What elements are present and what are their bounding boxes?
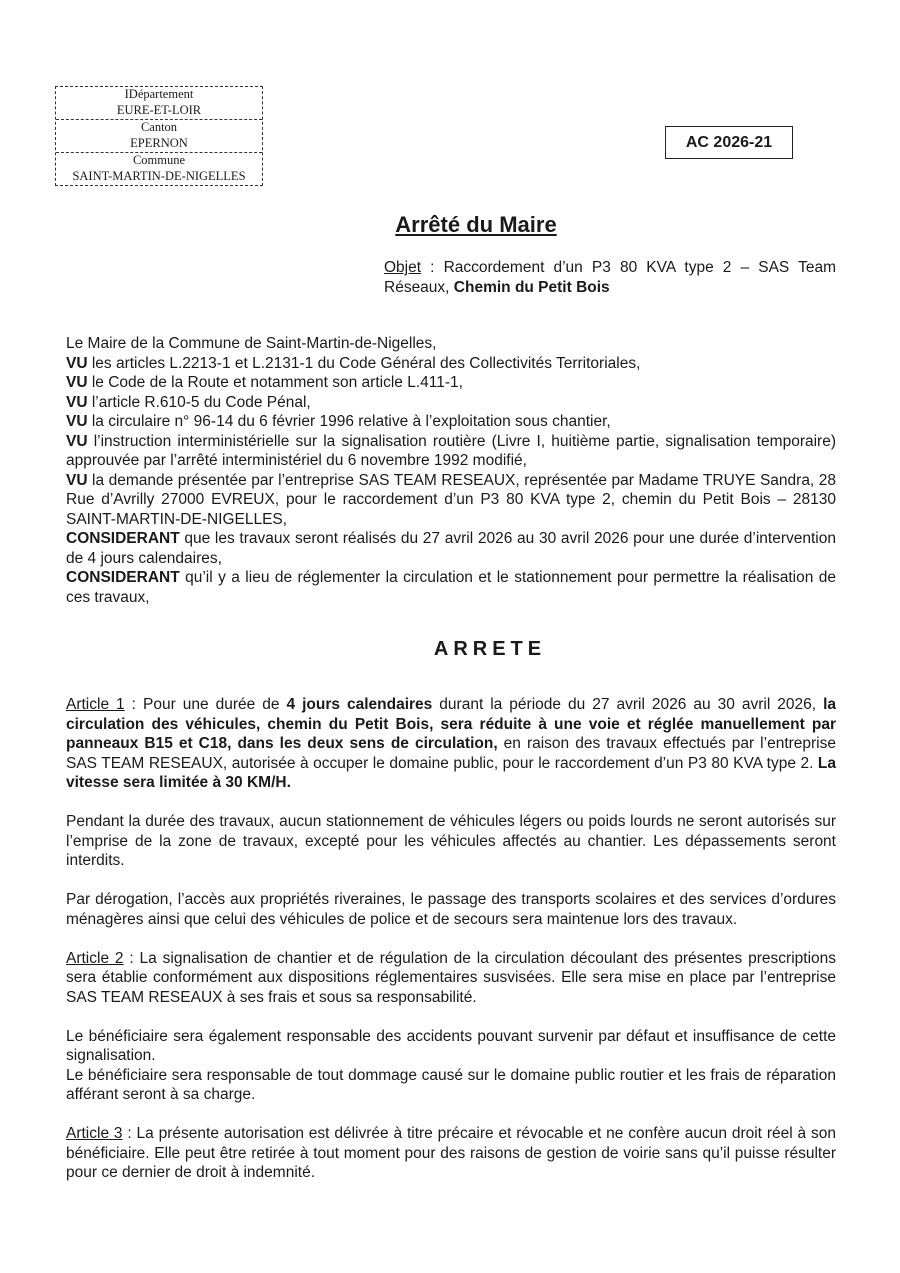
objet [384, 258, 836, 297]
text-segment: Le bénéficiaire sera également responsable des accidents pouvant survenir par défaut et insuffisance de cette signalisation. [66, 1027, 836, 1064]
document-title: Arrêté du Maire [395, 212, 557, 237]
objet-label: Objet [384, 259, 422, 276]
canton-label: Canton [140, 120, 178, 134]
text-segment: le Code de la Route et notamment son article L.411-1, [87, 374, 463, 391]
bold-text: VU [66, 374, 88, 391]
text-segment: Le bénéficiaire sera responsable de tout dommage causé sur le domaine public routier et les frais de réparation afférant seront à sa charge. [66, 1066, 836, 1103]
preamble [66, 334, 836, 607]
text-segment: Pendant la durée des travaux, aucun stationnement de véhicules légers ou poids lourds ne seront autorisés sur l’emprise de la zone de travaux, excepté pour les véhicules affectés au chantier. Les dépassements seront interdits. [66, 813, 836, 869]
preamble-clause [66, 529, 836, 568]
commune-value: SAINT-MARTIN-DE-NIGELLES [72, 168, 246, 183]
articles [66, 695, 836, 1202]
preamble-clause [66, 568, 836, 607]
article-paragraph [66, 812, 836, 871]
text-segment: les articles L.2213-1 et L.2131-1 du Code Général des Collectivités Territoriales, [87, 354, 641, 372]
bold-text: VU [66, 471, 88, 489]
bold-text: VU [66, 354, 88, 372]
text-segment: : Pour une durée de [124, 696, 287, 713]
preamble-clause [66, 471, 836, 530]
bold-text: CONSIDERANT [66, 569, 180, 586]
text-segment: en raison des travaux effectués par l’entreprise SAS TEAM RESEAUX, autorisée à occuper le domaine public, pour le raccordement d’un P3 80 KVA type 2. [66, 735, 836, 772]
canton-value: EPERNON [130, 135, 188, 150]
text-segment: Par dérogation, l’accès aux propriétés riveraines, le passage des transports scolaires et des services d’ordures ménagères ainsi que celui des véhicules de police et de secours sera maintenue lors des travaux. [66, 891, 836, 928]
canton-cell [56, 120, 262, 153]
preamble-intro [66, 334, 836, 354]
preamble-clause [66, 432, 836, 471]
departement-cell [56, 87, 262, 120]
bold-text: la circulation des véhicules, chemin du Petit Bois, sera réduite à une voie et réglée manuellement par panneaux B15 et C18, dans les deux sens de circulation, [66, 696, 836, 752]
article-paragraph [66, 1066, 836, 1105]
article-paragraph [66, 1027, 836, 1066]
bold-text: VU [66, 432, 88, 450]
article-paragraph [66, 1124, 836, 1183]
text-segment: la circulaire n° 96-14 du 6 février 1996 relative à l’exploitation sous chantier, [87, 413, 611, 430]
article-paragraph [66, 890, 836, 929]
preamble-clause [66, 393, 836, 413]
article-label: Article 3 [66, 1125, 123, 1142]
reference-number: AC 2026-21 [665, 126, 793, 159]
article-label: Article 1 [66, 696, 125, 713]
preamble-clause [66, 412, 836, 432]
article-label: Article 2 [66, 949, 124, 967]
bold-text: CONSIDERANT [66, 530, 180, 547]
text-segment: Le Maire de la Commune de Saint-Martin-de-Nigelles, [66, 335, 437, 352]
text-segment: : La présente autorisation est délivrée à titre précaire et révocable et ne confère aucun droit réel à son bénéficiaire. Elle peut être retirée à tout moment pour des raisons de gestion de voirie sans qu’il puisse résulter pour ce dernier de droit à indemnité. [66, 1125, 837, 1181]
preamble-clause [66, 373, 836, 393]
bold-text: La vitesse sera limitée à 30 KM/H. [66, 754, 836, 791]
administrative-header-box [55, 86, 263, 186]
article-paragraph [66, 949, 836, 1008]
commune-cell [56, 153, 262, 185]
departement-value: EURE-ET-LOIR [116, 102, 202, 117]
commune-label: Commune [132, 153, 186, 167]
text-segment: : La signalisation de chantier et de régulation de la circulation découlant des présentes prescriptions sera établie conformément aux dispositions réglementaires susvisées. Elle sera mise en place par l’entreprise SAS TEAM RESEAUX à ses frais et sous sa responsabilité. [66, 949, 837, 1006]
text-segment: que les travaux seront réalisés du 27 avril 2026 au 30 avril 2026 pour une durée d’intervention de 4 jours calendaires, [66, 530, 836, 567]
bold-text: VU [66, 413, 88, 430]
article-paragraph [66, 695, 836, 793]
departement-label: IDépartement [124, 87, 194, 101]
text-segment: durant la période du 27 avril 2026 au 30 avril 2026, [432, 696, 824, 713]
bold-text: VU [66, 393, 88, 411]
bold-text: 4 jours calendaires [286, 696, 433, 713]
arrete-heading: ARRETE [433, 638, 547, 660]
text-segment: l’article R.610-5 du Code Pénal, [87, 393, 311, 411]
text-segment: l’instruction interministérielle sur la signalisation routière (Livre I, huitième partie, signalisation temporaire) approuvée par l’arrêté interministériel du 6 novembre 1992 modifié, [66, 432, 836, 469]
objet-location: Chemin du Petit Bois [453, 278, 610, 296]
text-segment: la demande présentée par l’entreprise SAS TEAM RESEAUX, représentée par Madame TRUYE Sandra, 28 Rue d’Avrilly 27000 EVREUX, pour le raccordement d’un P3 80 KVA type 2, chemin du Petit Bois – 28130 SAINT-MARTIN-DE-NIGELLES, [66, 471, 836, 528]
preamble-clause [66, 354, 836, 374]
text-segment: qu’il y a lieu de réglementer la circulation et le stationnement pour permettre la réalisation de ces travaux, [66, 569, 836, 606]
objet-text: : Raccordement d’un P3 80 KVA type 2 – SAS Team Réseaux, [384, 259, 836, 296]
